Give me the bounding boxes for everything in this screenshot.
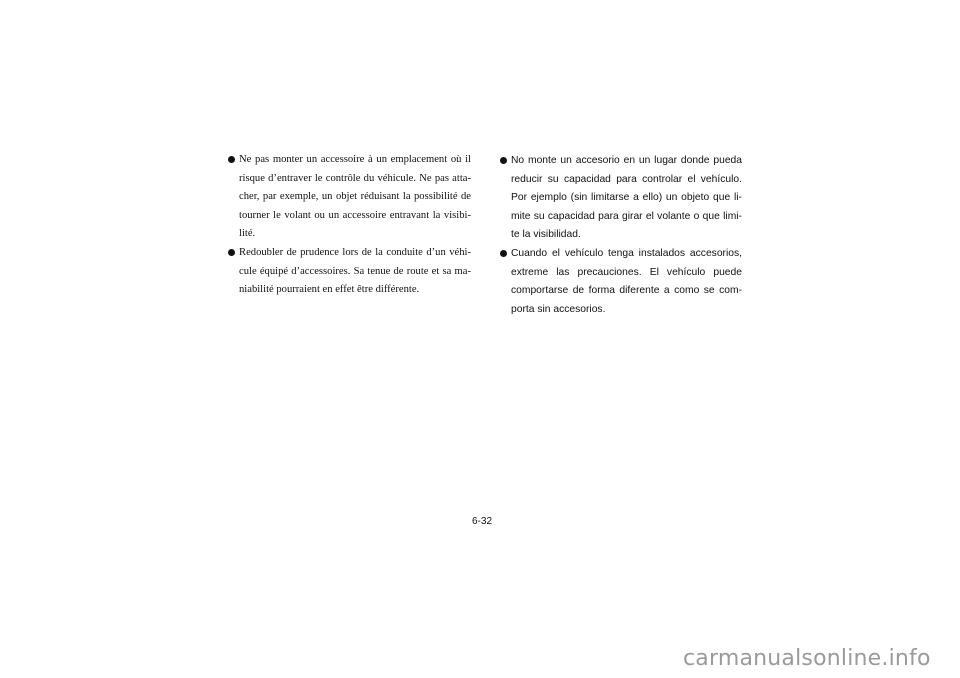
bullet-icon [228,156,235,163]
text-line: Cuando el vehículo tenga instalados accesorios, [511,247,742,259]
bullet-icon [228,249,235,256]
spanish-column [511,152,742,319]
text-line: reducir su capacidad para controlar el vehículo. [511,173,742,185]
text-line: lité. [239,228,256,240]
text-line: extreme las precauciones. El vehículo puede [511,266,742,278]
french-column [239,151,471,300]
text-line: No monte un accesorio en un lugar donde pueda [511,155,742,166]
bullet-item [511,152,742,245]
bullet-item [511,245,742,319]
text-line: Redoubler de prudence lors de la conduite d’un véhi- [239,246,471,258]
text-line: risque d’entraver le contrôle du véhicule. Ne pas atta- [239,172,471,184]
text-line: Ne pas monter un accessoire à un emplacement où il [239,154,471,165]
text-line: niabilité pourraient en effet être différente. [239,284,420,296]
bullet-item [239,151,471,244]
bullet-item [239,244,471,300]
page-number: 6-32 [472,516,493,527]
bullet-icon [500,250,507,257]
text-line: comportarse de forma diferente a como se com- [511,285,742,297]
text-line: Por ejemplo (sin limitarse a ello) un objeto que li- [511,192,742,204]
bullet-icon [500,157,507,164]
text-line: cule équipé d’accessoires. Sa tenue de route et sa ma- [239,265,471,277]
text-line: tourner le volant ou un accessoire entravant la visibi- [239,209,471,221]
text-line: cher, par exemple, un objet réduisant la possibilité de [239,191,471,203]
text-line: porta sin accesorios. [511,303,606,315]
text-line: mite su capacidad para girar el volante o que limi- [511,210,742,222]
text-line: te la visibilidad. [511,229,581,241]
watermark: carmanualsonline.info [683,646,931,671]
